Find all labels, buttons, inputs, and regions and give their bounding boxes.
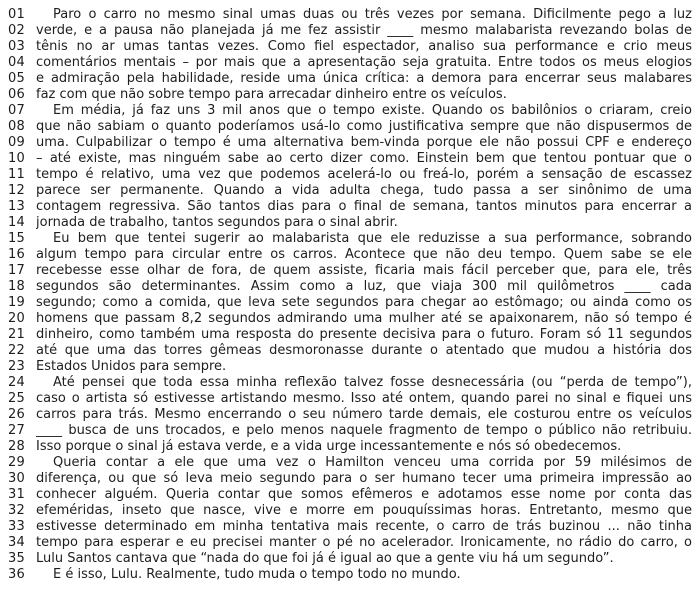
line-text: E é isso, Lulu. Realmente, tudo muda o tempo todo no mundo. xyxy=(53,567,461,582)
text-line xyxy=(0,343,700,359)
line-number: 08 xyxy=(8,119,25,134)
line-text: estivesse determinado em minha tentativa mais recente, o carro de trás buzinou ... não tinha xyxy=(36,519,692,534)
text-line xyxy=(0,423,700,439)
line-text: tempo é relativo, uma vez que podemos acelerá-lo ou freá-lo, porém a sensação de escassez xyxy=(36,167,692,182)
line-text: Queria contar a ele que uma vez o Hamilton venceu uma corrida por 59 milésimos de xyxy=(53,455,692,470)
line-number: 17 xyxy=(8,263,25,278)
line-number: 05 xyxy=(8,71,25,86)
line-number: 32 xyxy=(8,503,25,518)
line-text: caso o artista só estivesse artistando mesmo. Isso até ontem, quando parei no sinal e fiquei uns xyxy=(36,391,692,406)
text-line xyxy=(0,199,700,215)
line-text: Até pensei que toda essa minha reflexão talvez fosse desnecessária (ou “perda de tempo”), xyxy=(53,375,692,390)
text-line xyxy=(0,551,700,567)
line-number: 10 xyxy=(8,151,25,166)
text-line xyxy=(0,407,700,423)
text-line xyxy=(0,215,700,231)
text-line xyxy=(0,167,700,183)
text-line xyxy=(0,311,700,327)
text-line xyxy=(0,87,700,103)
text-line xyxy=(0,103,700,119)
line-text: conhecer alguém. Queria contar que somos efêmeros e adotamos esse nome por conta das xyxy=(36,487,692,502)
line-text: homens que passam 8,2 segundos admirando uma mulher até se apaixonarem, não só tempo é xyxy=(36,311,692,326)
text-line xyxy=(0,23,700,39)
text-line xyxy=(0,7,700,23)
text-line xyxy=(0,439,700,455)
line-number: 09 xyxy=(8,135,25,150)
line-text: recebesse esse olhar de fora, de quem assiste, ficaria mais fácil perceber que, para ele, três xyxy=(36,263,692,278)
line-text: efeméridas, inseto que nasce, vive e morre em pouquíssimas horas. Entretanto, mesmo que xyxy=(36,503,692,518)
text-line xyxy=(0,135,700,151)
line-text: faz com que não sobre tempo para arrecadar dinheiro entre os veículos. xyxy=(36,87,507,102)
line-text: dinheiro, como também uma resposta do presente decisiva para o futuro. Foram só 11 segundos xyxy=(36,327,692,342)
line-text: jornada de trabalho, tantos segundos para o sinal abrir. xyxy=(36,215,398,230)
line-text: até que uma das torres gêmeas desmoronasse durante o atentado que mudou a história dos xyxy=(36,343,692,358)
line-text: Eu bem que tentei sugerir ao malabarista que ele reduzisse a sua performance, sobrando xyxy=(53,231,692,246)
text-line xyxy=(0,567,700,583)
line-number: 04 xyxy=(8,55,25,70)
line-number: 03 xyxy=(8,39,25,54)
text-line xyxy=(0,119,700,135)
line-number: 20 xyxy=(8,311,25,326)
text-line xyxy=(0,327,700,343)
line-text: comentários mentais – por mais que a apresentação seja gratuita. Entre todos os meus elogios xyxy=(36,55,692,70)
line-text: algum tempo para circular entre os carros. Acontece que não deu tempo. Quem sabe se ele xyxy=(36,247,692,262)
line-text: segundo; como a comida, que leva sete segundos para chegar ao estômago; ou ainda como os xyxy=(36,295,692,310)
line-text: Lulu Santos cantava que “nada do que foi já é igual ao que a gente viu há um segundo”. xyxy=(36,551,614,566)
line-number: 34 xyxy=(8,535,25,550)
line-number: 19 xyxy=(8,295,25,310)
line-text: e admiração pela habilidade, reside uma única crítica: a demora para encerrar seus malabares xyxy=(36,71,692,86)
text-line xyxy=(0,39,700,55)
line-number: 23 xyxy=(8,359,25,374)
text-line xyxy=(0,471,700,487)
text-line xyxy=(0,503,700,519)
line-text: segundos são determinantes. Assim como a luz, que viaja 300 mil quilômetros ____ cada xyxy=(36,279,692,294)
line-number: 18 xyxy=(8,279,25,294)
line-text: Isso porque o sinal já estava verde, e a vida urge incessantemente e nós só obedecemos. xyxy=(36,439,622,454)
text-line xyxy=(0,279,700,295)
line-number: 33 xyxy=(8,519,25,534)
line-number: 13 xyxy=(8,199,25,214)
line-text: que não sabiam o quanto poderíamos usá-lo como justificativa sempre que não dispusermos de xyxy=(36,119,692,134)
line-number: 25 xyxy=(8,391,25,406)
line-number: 22 xyxy=(8,343,25,358)
text-line xyxy=(0,71,700,87)
line-text: tênis no ar umas tantas vezes. Como fiel espectador, analiso sua performance e crio meus xyxy=(36,39,692,54)
text-line xyxy=(0,391,700,407)
line-text: Estados Unidos para sempre. xyxy=(36,359,227,374)
line-number: 07 xyxy=(8,103,25,118)
text-line xyxy=(0,247,700,263)
line-number: 27 xyxy=(8,423,25,438)
line-text: diferença, ou que só leva meio segundo para o ser humano tecer uma primeira impressão ao xyxy=(36,471,692,486)
line-text: uma. Culpabilizar o tempo é uma alternativa bem-vinda porque ele não possui CPF e endereço xyxy=(36,135,692,150)
line-number: 29 xyxy=(8,455,25,470)
line-number: 24 xyxy=(8,375,25,390)
text-line xyxy=(0,535,700,551)
line-text: – até existe, mas ninguém sabe ao certo dizer como. Einstein bem que tentou pontuar que o xyxy=(36,151,692,166)
text-line xyxy=(0,55,700,71)
text-line xyxy=(0,455,700,471)
line-number: 01 xyxy=(8,7,25,22)
line-text: ____ busca de uns trocados, e pelo menos naquele fragmento de tempo o público não retribuiu. xyxy=(36,423,692,438)
line-number: 12 xyxy=(8,183,25,198)
text-line xyxy=(0,375,700,391)
text-line xyxy=(0,231,700,247)
line-text: carros para trás. Mesmo encerrando o seu número tarde demais, ele costurou entre os veículos xyxy=(36,407,692,422)
line-number: 26 xyxy=(8,407,25,422)
text-line xyxy=(0,359,700,375)
line-number: 14 xyxy=(8,215,25,230)
line-number: 16 xyxy=(8,247,25,262)
line-number: 21 xyxy=(8,327,25,342)
line-number: 31 xyxy=(8,487,25,502)
text-line xyxy=(0,151,700,167)
line-text: verde, e a pausa não planejada já me fez assistir ____ mesmo malabarista revezando bolas de xyxy=(36,23,692,38)
line-text: parece ser permanente. Quando a vida adulta chega, tudo passa a ser sinônimo de uma xyxy=(36,183,692,198)
line-number: 36 xyxy=(8,567,25,582)
line-number: 28 xyxy=(8,439,25,454)
text-line xyxy=(0,263,700,279)
line-text: contagem regressiva. São tantos dias para o final de semana, tantos minutos para encerrar a xyxy=(36,199,692,214)
text-line xyxy=(0,183,700,199)
line-number: 06 xyxy=(8,87,25,102)
text-line xyxy=(0,295,700,311)
line-number: 02 xyxy=(8,23,25,38)
line-number: 11 xyxy=(8,167,25,182)
line-number: 35 xyxy=(8,551,25,566)
line-number: 15 xyxy=(8,231,25,246)
line-number: 30 xyxy=(8,471,25,486)
line-text: Paro o carro no mesmo sinal umas duas ou três vezes por semana. Dificilmente pego a luz xyxy=(53,7,692,22)
line-text: tempo para esperar e eu precisei manter o pé no acelerador. Ironicamente, no rádio do carro, o xyxy=(36,535,692,550)
text-line xyxy=(0,487,700,503)
line-text: Em média, já faz uns 3 mil anos que o tempo existe. Quando os babilônios o criaram, creio xyxy=(53,103,692,118)
text-line xyxy=(0,519,700,535)
